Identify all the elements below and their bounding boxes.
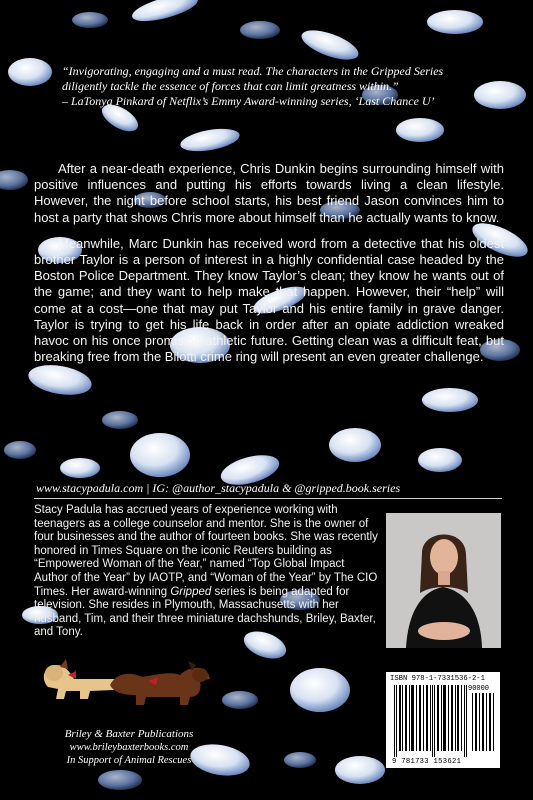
bio-text-1: Stacy Padula has accrued years of experience working with teenagers as a college counselor and mentor. She is the owner of four businesses and the author of fourteen books. She was recently honored in Times Square on the iconic Reuters building as “Empowered Woman of the Year,” named “Top Global Impact Author of the Year” by IAOTP, and “Woman of the Year” by The CIO Times. Her award-winning <box>34 504 378 598</box>
blurb-paragraph-1: After a near-death experience, Chris Dunkin begins surrounding himself with positive influences and putting his efforts towards living a clean lifestyle. However, the night before school starts, his best friend Jason convinces him to host a party that shows Chris more about himself than he actually wants to know. <box>34 161 504 225</box>
isbn-label: ISBN 978-1-7331536-2-1 <box>390 675 485 683</box>
barcode-number: 9 781733 153621 <box>392 758 462 766</box>
divider-line <box>34 498 502 499</box>
publisher-url[interactable]: www.brileybaxterbooks.com <box>69 742 189 753</box>
quote-attribution: – LaTonya Pinkard of Netflix’s Emmy Award-winning series, ‘Last Chance U’ <box>62 94 435 108</box>
book-blurb <box>34 161 504 375</box>
quote-line-1: “Invigorating, engaging and a must read. The characters in the Gripped Series <box>62 64 444 78</box>
barcode-bars-icon <box>392 685 496 757</box>
bio-series-title: Gripped <box>170 585 212 598</box>
author-portrait-illustration <box>386 513 501 648</box>
barcode-addon: 90000 <box>468 685 490 693</box>
bio-text-2: series is being adapted for television. She resides in Plymouth, Massachusetts with her husband, Tim, and their three miniature dachshunds, Briley, Baxter, and Tony. <box>34 585 376 639</box>
blurb-paragraph-2: Meanwhile, Marc Dunkin has received word from a detective that his oldest brother Taylor is a person of interest in a highly confidential case headed by the Boston Police Department. They know Taylor’s clean; they know he wants out of the game; and they want to help make that happen. However, their “help” will come at a cost—one that may put Taylor and his entire family in grave danger. Taylor is trying to get his life back in order after an opiate addiction wreaked havoc on his once promising athletic future. Getting clean was a difficult feat, but breaking free from the Bilotti crime ring will present an even greater challenge. <box>34 235 504 365</box>
quote-line-2: diligently tackle the essence of forces that can limit greatness within.” <box>62 79 399 93</box>
isbn-barcode <box>386 672 500 768</box>
author-bio <box>34 504 379 640</box>
publisher-tagline: In Support of Animal Rescues <box>66 755 192 766</box>
publisher-name: Briley & Baxter Publications <box>64 728 194 740</box>
author-photo <box>386 513 501 648</box>
publisher-info <box>40 728 218 767</box>
dachshunds-logo <box>30 635 220 725</box>
author-links[interactable]: www.stacypadula.com | IG: @author_stacypadula & @gripped.book.series <box>36 481 401 495</box>
endorsement-quote <box>40 64 510 109</box>
